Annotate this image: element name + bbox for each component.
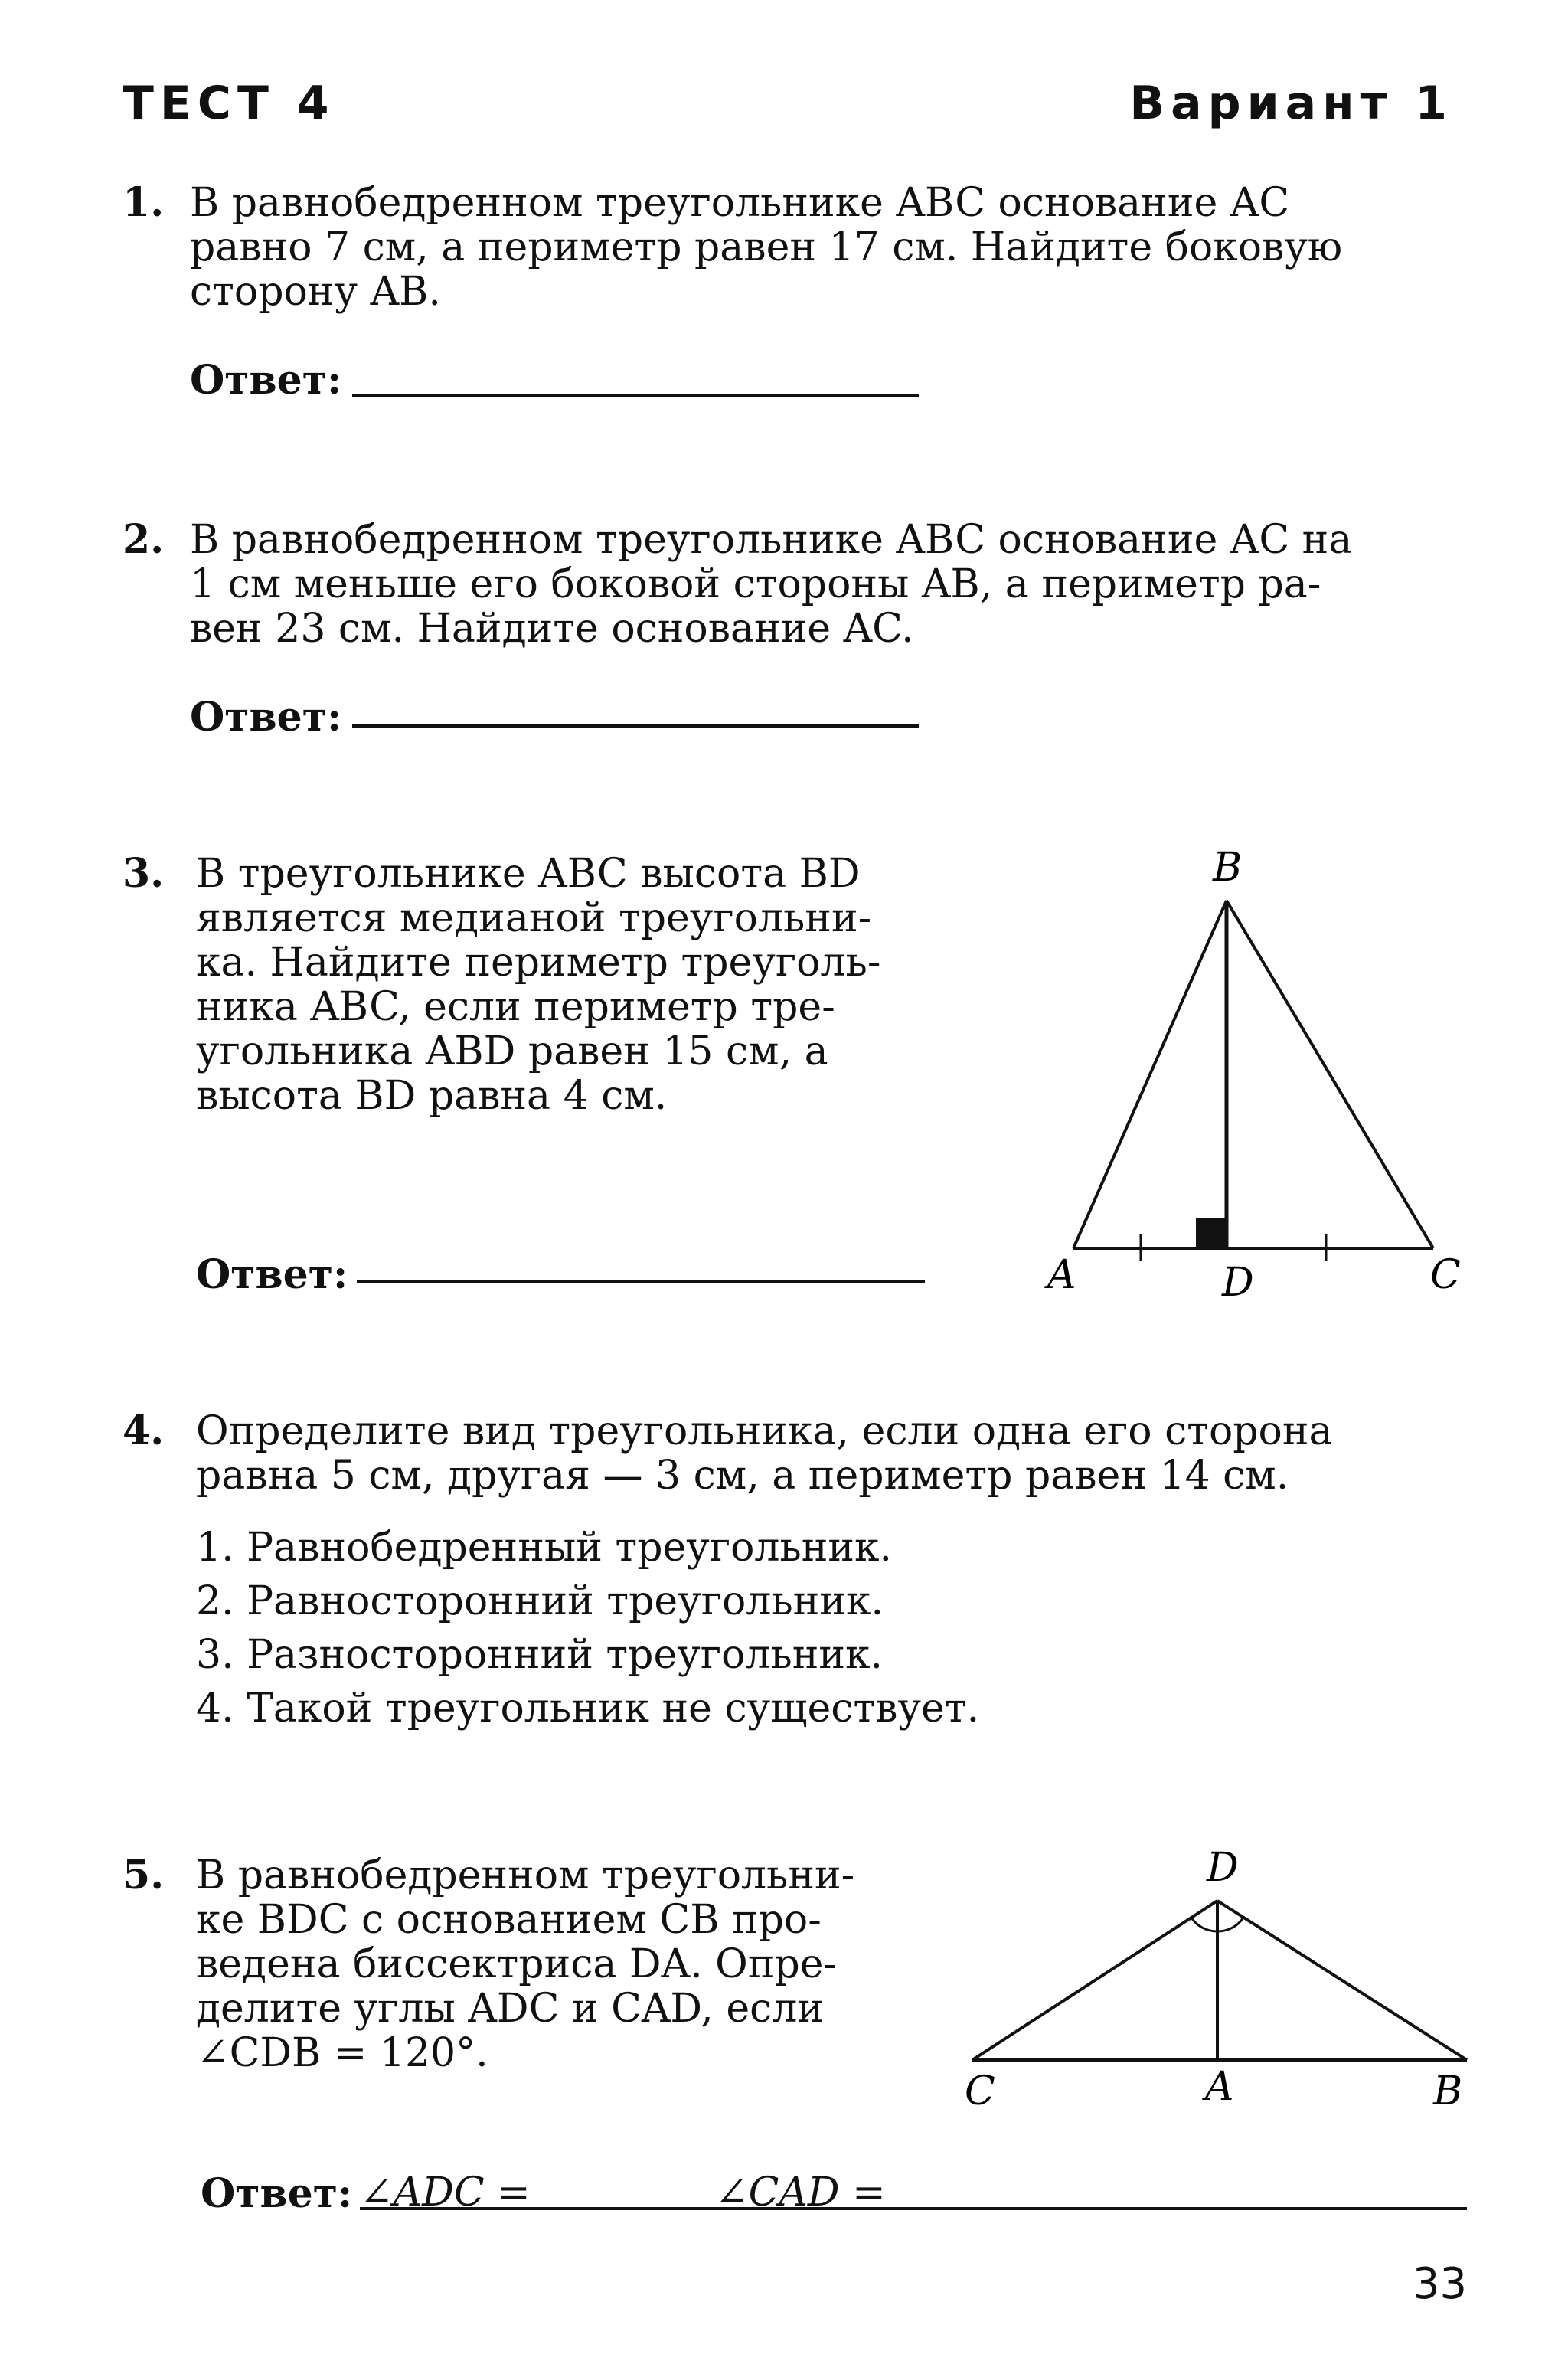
q4-options: [196, 1521, 1344, 1735]
q5-line: делите углы ADC и CAD, если: [196, 1986, 824, 2032]
q3-label-a: A: [1047, 1252, 1076, 1298]
q1-line: равно 7 см, а периметр равен 17 см. Найдите боковую: [190, 224, 1343, 270]
q5-line: ке BDC с основанием CB про-: [196, 1897, 822, 1943]
q1-number: 1.: [122, 179, 165, 226]
q2-answer-field[interactable]: [352, 724, 919, 728]
q3-line: является медианой треугольни-: [196, 895, 872, 941]
q5-line: ∠CDB = 120°.: [196, 2030, 488, 2076]
q5-label-a: A: [1205, 2064, 1234, 2110]
q3-label-d: D: [1222, 1260, 1254, 1306]
q5-number: 5.: [122, 1852, 165, 1898]
q5-side-cd: [972, 1901, 1217, 2060]
q3-line: В треугольнике ABC высота BD: [196, 851, 861, 897]
q4-option[interactable]: 4. Такой треугольник не существует.: [196, 1686, 980, 1731]
q2-number: 2.: [122, 516, 165, 563]
q5-line: В равнобедренном треугольни-: [196, 1852, 855, 1898]
q2-line: вен 23 см. Найдите основание AC.: [190, 606, 914, 652]
variant-title: Вариант 1: [1129, 77, 1453, 130]
q1-answer-field[interactable]: [352, 394, 919, 397]
q3-right-angle-mark: [1196, 1218, 1227, 1248]
q5-answer-adc: ∠ADC =: [360, 2170, 531, 2215]
page-number: 33: [1412, 2259, 1467, 2309]
q4-option[interactable]: 3. Разносторонний треугольник.: [196, 1632, 884, 1678]
q5-angle-arc-left: [1191, 1918, 1217, 1931]
q2-line: В равнобедренном треугольнике ABC основание AC на: [190, 517, 1353, 563]
q3-side-bc: [1227, 901, 1433, 1248]
test-title: ТЕСТ 4: [122, 77, 335, 130]
q4-line: Определите вид треугольника, если одна его сторона: [196, 1408, 1333, 1454]
q2-answer-label: Ответ:: [190, 694, 342, 741]
q3-label-b: B: [1213, 845, 1243, 891]
q2-line: 1 см меньше его боковой стороны AB, а периметр ра-: [190, 561, 1321, 607]
q3-line: высота BD равна 4 см.: [196, 1073, 668, 1119]
q3-text: [196, 852, 946, 1118]
q1-text: [190, 181, 1461, 314]
q5-label-c: C: [965, 2068, 995, 2114]
q3-side-ab: [1073, 901, 1227, 1248]
q3-label-c: C: [1430, 1252, 1461, 1298]
q2-text: [190, 518, 1461, 651]
q5-text: [196, 1853, 946, 2075]
q5-answer-field[interactable]: [360, 2207, 1467, 2210]
q5-label-b: B: [1433, 2068, 1463, 2114]
q3-triangle-figure: [1026, 842, 1485, 1317]
q4-option[interactable]: 1. Равнобедренный треугольник.: [196, 1525, 893, 1571]
q5-angle-arc-right: [1217, 1918, 1243, 1931]
q4-text: [196, 1409, 1467, 1498]
q4-option[interactable]: 2. Равносторонний треугольник.: [196, 1578, 884, 1624]
q3-line: угольника ABD равен 15 см, а: [196, 1028, 828, 1074]
q5-triangle-figure: [949, 1838, 1485, 2137]
q5-answer-label: Ответ:: [201, 2170, 353, 2217]
q4-line: равна 5 см, другая — 3 см, а периметр равен 14 см.: [196, 1453, 1289, 1499]
q4-number: 4.: [122, 1408, 165, 1454]
q5-line: ведена биссектриса DA. Опре-: [196, 1941, 838, 1987]
q3-line: ка. Найдите периметр треуголь-: [196, 940, 881, 986]
q5-side-db: [1217, 1901, 1467, 2060]
q3-line: ника ABC, если периметр тре-: [196, 984, 835, 1030]
q3-answer-field[interactable]: [357, 1280, 925, 1283]
q3-answer-label: Ответ:: [196, 1251, 348, 1298]
q3-number: 3.: [122, 850, 165, 897]
q1-line: сторону AB.: [190, 269, 441, 315]
q5-answer-cad: ∠CAD =: [715, 2170, 886, 2215]
q1-line: В равнобедренном треугольнике ABC основание AC: [190, 180, 1290, 226]
q5-label-d: D: [1207, 1845, 1239, 1891]
q1-answer-label: Ответ:: [190, 357, 342, 404]
